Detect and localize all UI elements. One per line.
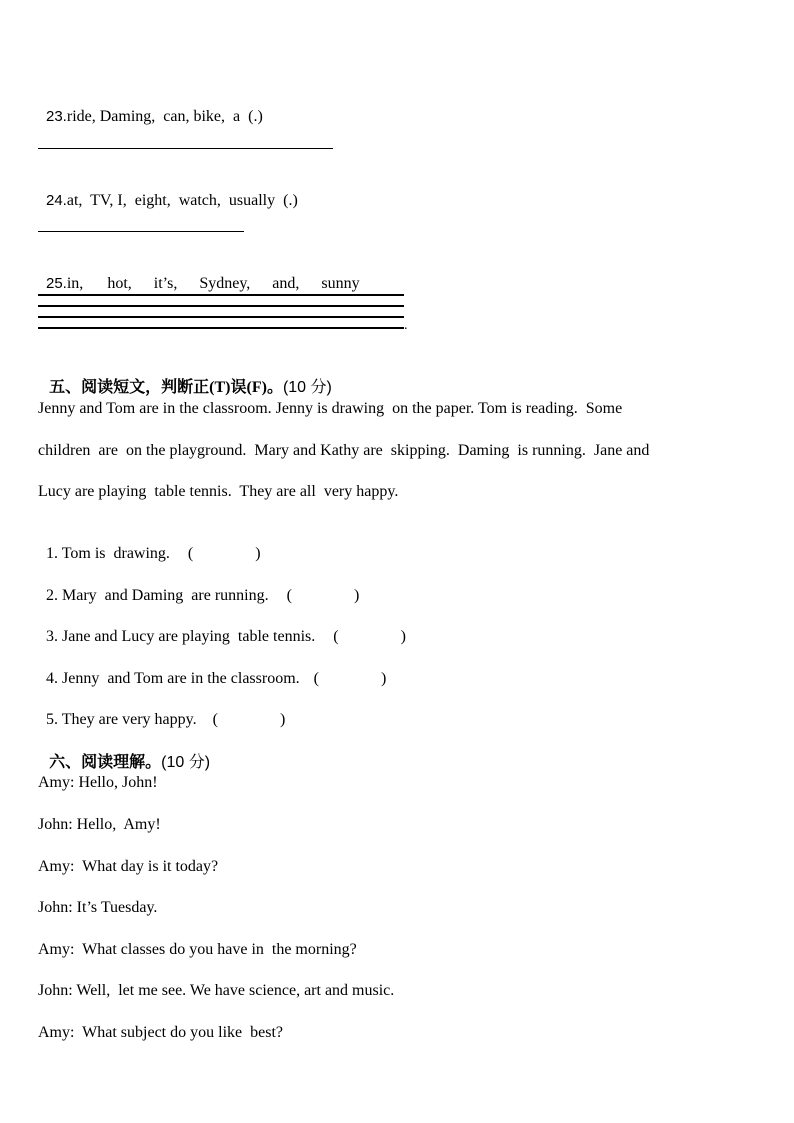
- heading-text: 误: [230, 377, 247, 396]
- question-number: 24.: [46, 192, 67, 209]
- question-text: ride, Daming, can, bike, a (.): [66, 108, 263, 125]
- true-marker: (T): [209, 379, 231, 396]
- item-text: 5. They are very happy.: [46, 711, 197, 728]
- item-text: 2. Mary and Daming are running.: [46, 587, 269, 604]
- question-number: 25.: [46, 275, 67, 292]
- word-5: and,: [272, 275, 300, 292]
- heading-text: 。: [266, 377, 283, 396]
- passage-line-2: children are on the playground. Mary and Kathy are skipping. Daming is running. Jane and: [38, 442, 650, 459]
- answer-paren-close[interactable]: ): [353, 587, 360, 604]
- dialogue-line-6: John: Well, let me see. We have science, art and music.: [38, 982, 395, 999]
- answer-paren-open[interactable]: (: [212, 711, 218, 728]
- dialogue-line-2: John: Hello, Amy!: [38, 816, 161, 833]
- heading-text: 五、阅读短文，判断正: [49, 377, 210, 396]
- word-1: in,: [66, 275, 84, 292]
- answer-line-25-c[interactable]: [38, 316, 404, 318]
- answer-paren-open[interactable]: (: [187, 545, 194, 562]
- word-6: sunny: [321, 275, 360, 292]
- answer-paren-open[interactable]: (: [333, 628, 339, 645]
- section-6-heading: [38, 732, 210, 773]
- section-score: (10 分): [282, 379, 332, 396]
- passage-line-3: Lucy are playing table tennis. They are all very happy.: [38, 483, 399, 500]
- dialogue-line-3: Amy: What day is it today?: [38, 858, 219, 875]
- question-text: at, TV, I, eight, watch, usually (.): [66, 192, 298, 209]
- answer-line-24[interactable]: [38, 231, 244, 232]
- word-4: Sydney,: [199, 275, 251, 292]
- word-2: hot,: [107, 275, 132, 292]
- tf-item-5: [38, 690, 285, 730]
- answer-paren-close[interactable]: ): [255, 545, 261, 562]
- answer-line-25-b[interactable]: [38, 305, 404, 307]
- tf-item-4: [38, 649, 386, 689]
- passage-line-1: Jenny and Tom are in the classroom. Jenny is drawing on the paper. Tom is reading. Some: [38, 400, 623, 417]
- dialogue-line-4: John: It’s Tuesday.: [38, 899, 158, 916]
- section-score: (10 分): [161, 754, 211, 771]
- end-period: .: [404, 318, 408, 333]
- section-5-heading: [38, 357, 332, 398]
- question-25: [38, 254, 360, 294]
- answer-paren-open[interactable]: (: [286, 587, 292, 604]
- word-3: it’s,: [153, 275, 178, 292]
- heading-text: 六、阅读理解。: [49, 752, 162, 771]
- item-text: 4. Jenny and Tom are in the classroom.: [46, 670, 300, 687]
- answer-paren-close[interactable]: ): [279, 711, 286, 728]
- answer-line-25-d[interactable]: [38, 327, 404, 329]
- question-24: [38, 171, 298, 211]
- dialogue-line-7: Amy: What subject do you like best?: [38, 1024, 283, 1041]
- answer-paren-close[interactable]: ): [400, 628, 406, 645]
- answer-line-25-a[interactable]: [38, 294, 404, 296]
- answer-paren-close[interactable]: ): [380, 670, 387, 687]
- tf-item-3: [38, 607, 406, 647]
- dialogue-line-5: Amy: What classes do you have in the morning?: [38, 941, 357, 958]
- tf-item-2: [38, 566, 359, 606]
- item-text: 3. Jane and Lucy are playing table tennis.: [46, 628, 316, 645]
- false-marker: (F): [246, 379, 267, 396]
- question-23: [38, 87, 263, 127]
- dialogue-line-1: Amy: Hello, John!: [38, 774, 158, 791]
- item-text: 1. Tom is drawing.: [46, 545, 170, 562]
- tf-item-1: [38, 524, 261, 564]
- answer-line-23[interactable]: [38, 148, 333, 149]
- question-number: 23.: [46, 108, 67, 125]
- answer-paren-open[interactable]: (: [313, 670, 319, 687]
